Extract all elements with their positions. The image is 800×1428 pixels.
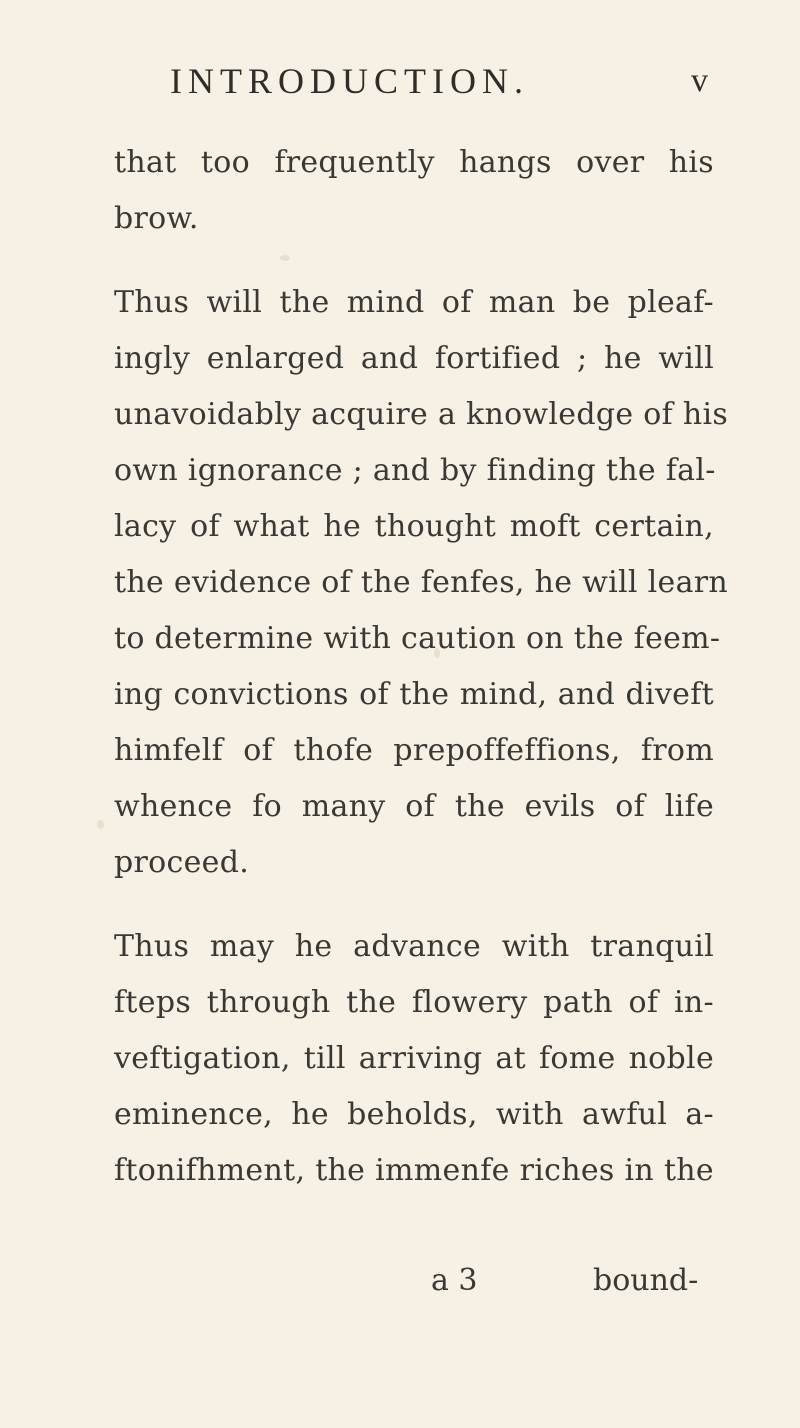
text-line: whence fo many of the evils of life xyxy=(114,789,714,824)
text-line: ingly enlarged and fortified ; he will xyxy=(114,341,714,376)
catchword: bound- xyxy=(593,1263,699,1298)
text-line: ing convictions of the mind, and diveft xyxy=(114,677,714,712)
paper-stain xyxy=(97,820,104,829)
text-line: Thus may he advance with tranquil xyxy=(114,929,714,964)
text-line: proceed. xyxy=(114,845,250,880)
body-text xyxy=(114,135,729,1199)
paragraph-gap xyxy=(114,247,714,275)
text-line: unavoidably acquire a knowledge of his xyxy=(114,397,729,432)
text-line: the evidence of the fenfes, he will learn xyxy=(114,565,729,600)
text-line: to determine with caution on the feem- xyxy=(114,621,721,656)
text-line: ftonifhment, the immenfe riches in the xyxy=(114,1153,714,1188)
paragraph xyxy=(114,275,729,891)
text-line: lacy of what he thought moft certain, xyxy=(114,509,714,544)
running-head-title: INTRODUCTION. xyxy=(170,61,529,101)
paragraph xyxy=(114,919,714,1199)
page-footer xyxy=(0,1263,800,1313)
text-line: own ignorance ; and by finding the fal- xyxy=(114,453,716,488)
paragraph xyxy=(114,135,714,247)
text-line: himfelf of thofe prepoffeffions, from xyxy=(114,733,714,768)
running-head xyxy=(0,60,800,110)
text-line: brow. xyxy=(114,201,199,236)
page-number: v xyxy=(691,62,708,99)
text-line: fteps through the flowery path of in- xyxy=(114,985,714,1020)
paragraph-gap xyxy=(114,891,714,919)
text-line: veftigation, till arriving at fome noble xyxy=(114,1041,714,1076)
text-line: that too frequently hangs over his xyxy=(114,145,714,180)
text-line: Thus will the mind of man be pleaf- xyxy=(114,285,714,320)
signature-mark: a 3 xyxy=(431,1263,478,1298)
text-line: eminence, he beholds, with awful a- xyxy=(114,1097,714,1132)
